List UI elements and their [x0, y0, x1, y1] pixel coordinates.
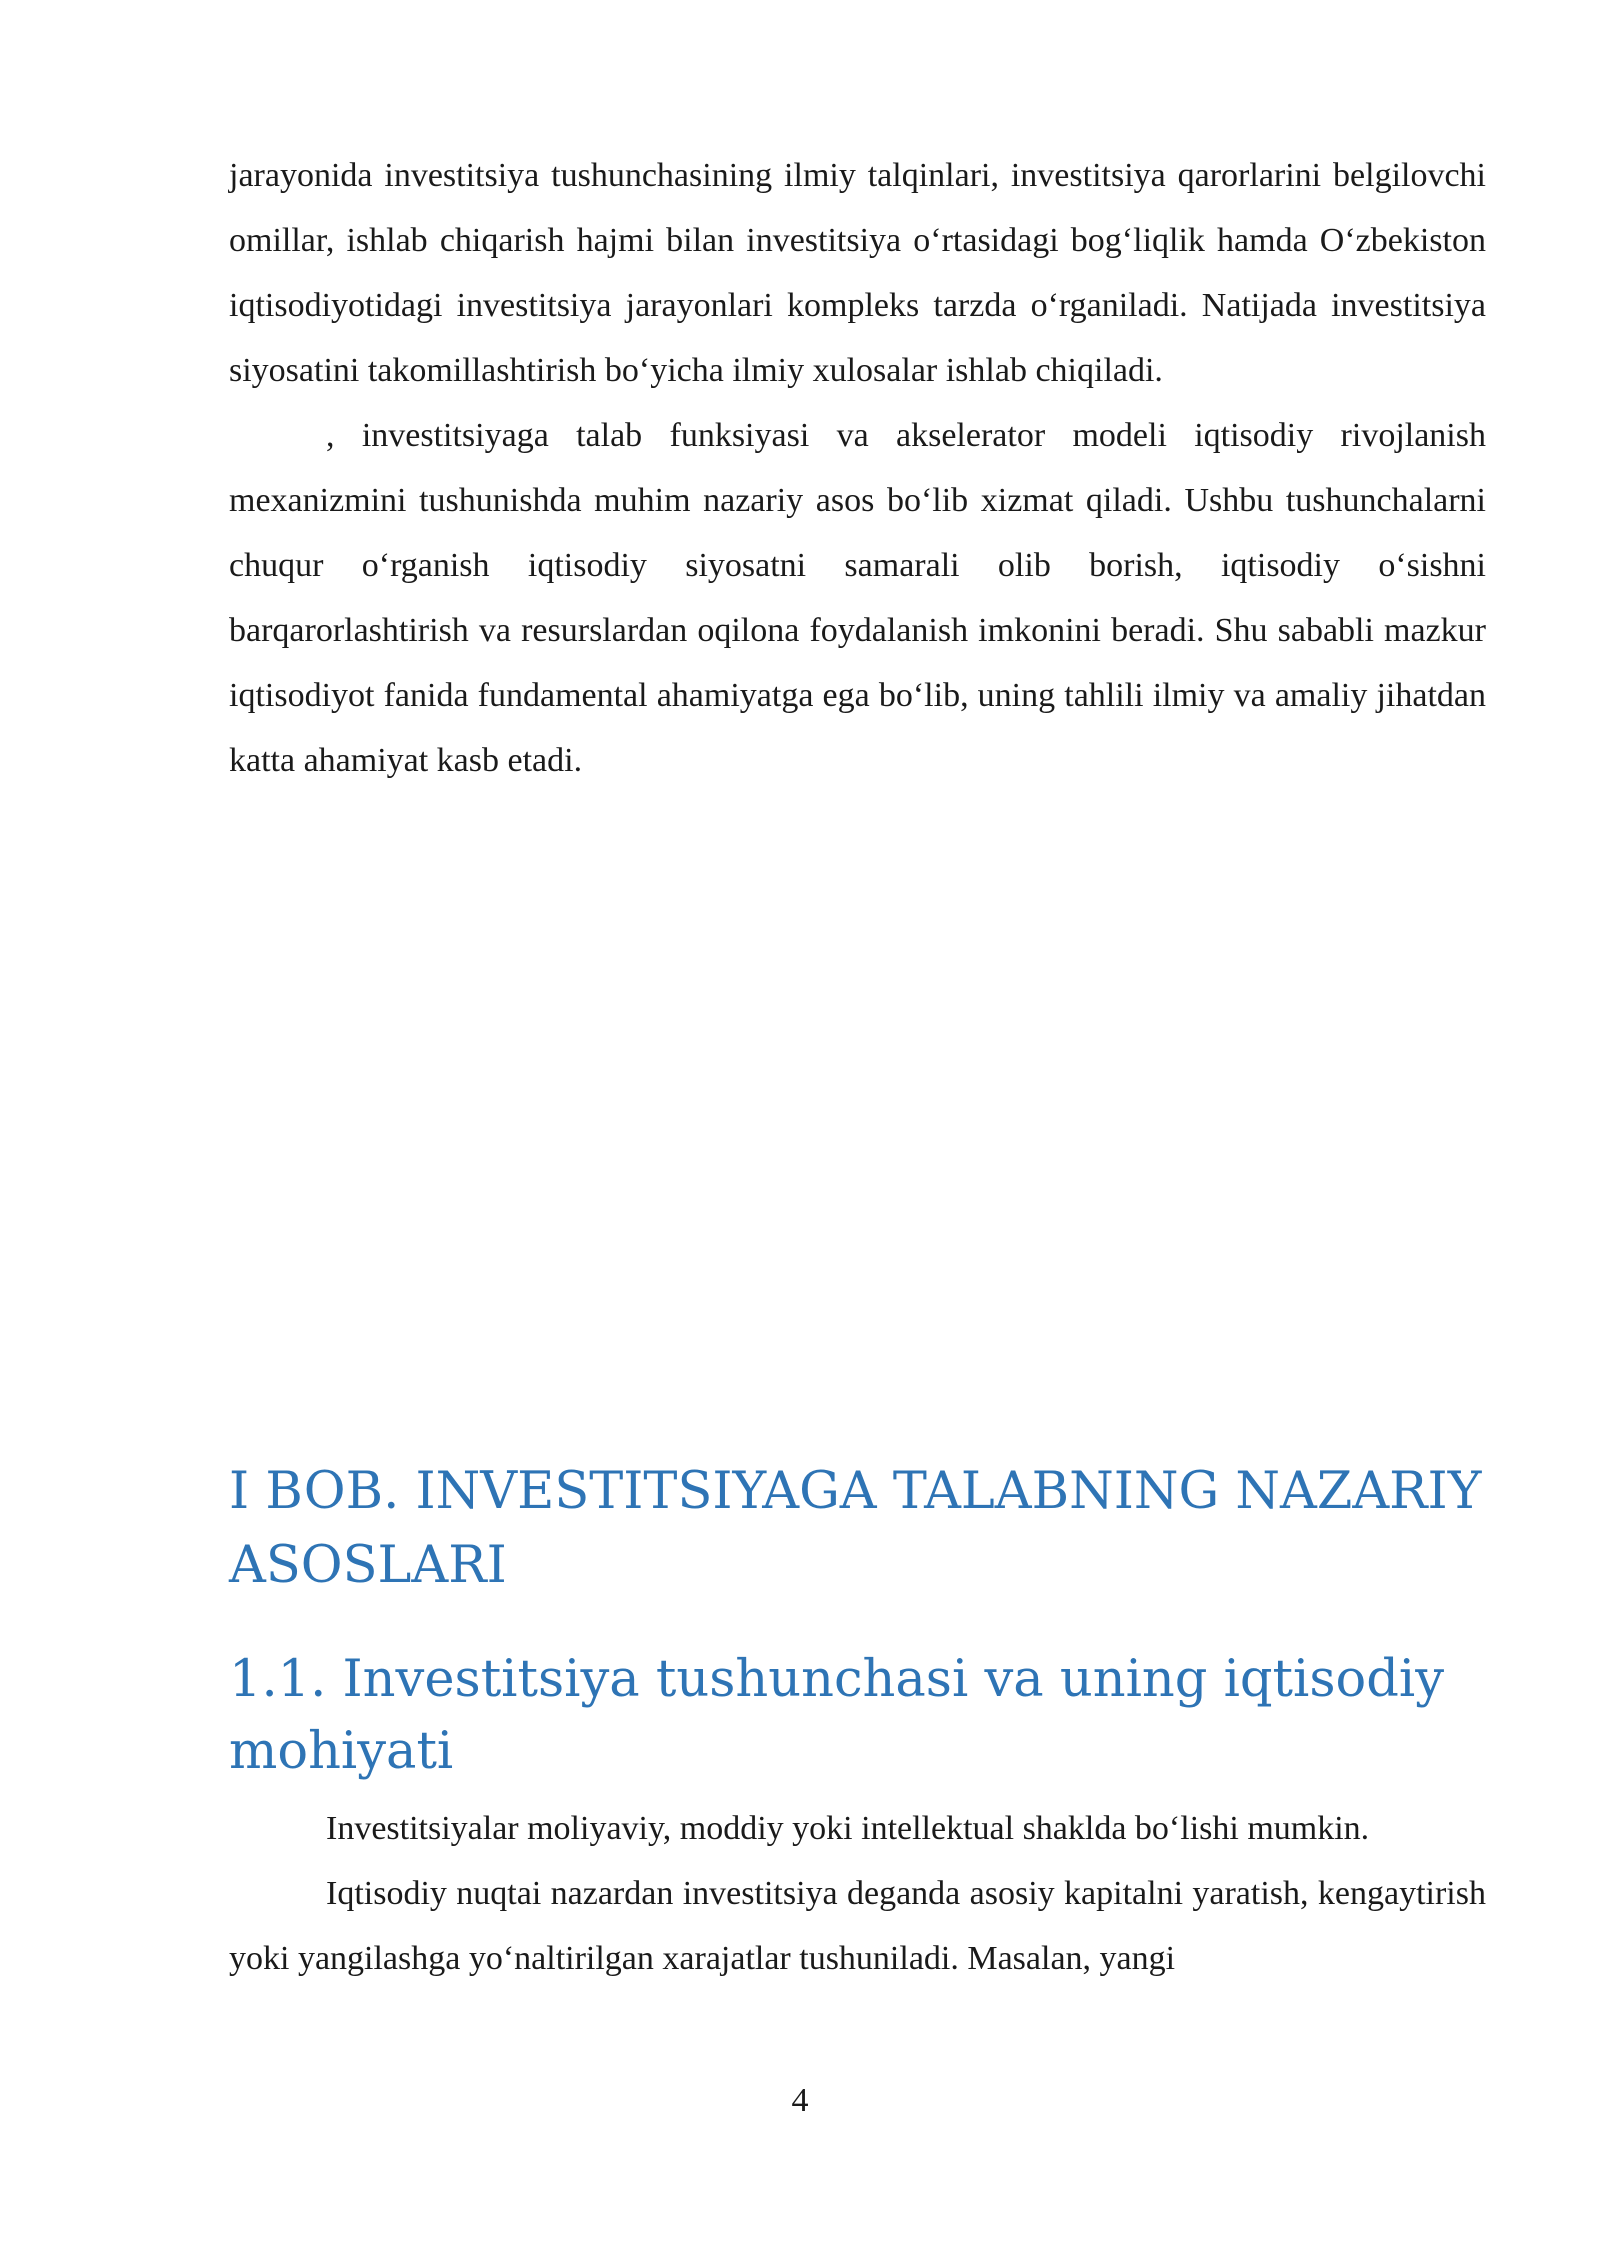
chapter-title: I BOB. INVESTITSIYAGA TALABNING NAZARIY ASOSLARI — [229, 1462, 1482, 1595]
page-content — [229, 143, 1486, 1991]
second-paragraph: , investitsiyaga talab funksiyasi va akselerator modeli iqtisodiy rivojlanish mexanizmini tushunishda muhim nazariy asos bo‘lib xizmat qiladi. Ushbu tushunchalarni chuqur o‘rganish iqtisodiy siyosatni samarali olib borish, iqtisodiy o‘sishni barqarorlashtirish va resurslardan oqilona foydalanish imkonini beradi. Shu sababli mazkur iqtisodiyot fanida fundamental ahamiyatga ega bo‘lib, uning tahlili ilmiy va amaliy jihatdan katta ahamiyat kasb etadi. — [229, 417, 1486, 779]
intro-paragraph: jarayonida investitsiya tushunchasining ilmiy talqinlari, investitsiya qarorlarini belgilovchi omillar, ishlab chiqarish hajmi bilan investitsiya o‘rtasidagi bog‘liqlik hamda O‘zbekiston iqtisodiyotidagi investitsiya jarayonlari kompleks tarzda o‘rganiladi. Natijada investitsiya siyosatini takomillashtirish bo‘yicha ilmiy xulosalar ishlab chiqiladi. — [229, 157, 1486, 389]
page-number: 4 — [791, 2082, 809, 2119]
blank-space — [229, 793, 1486, 1455]
section-paragraph-1: Investitsiyalar moliyaviy, moddiy yoki intellektual shaklda bo‘lishi mumkin. — [326, 1810, 1370, 1847]
section-title: 1.1. Investitsiya tushunchasi va uning iqtisodiy mohiyati — [229, 1650, 1445, 1781]
section-paragraph-2: Iqtisodiy nuqtai nazardan investitsiya deganda asosiy kapitalni yaratish, kengaytirish yoki yangilashga yo‘naltirilgan xarajatlar tushuniladi. Masalan, yangi — [229, 1875, 1486, 1977]
